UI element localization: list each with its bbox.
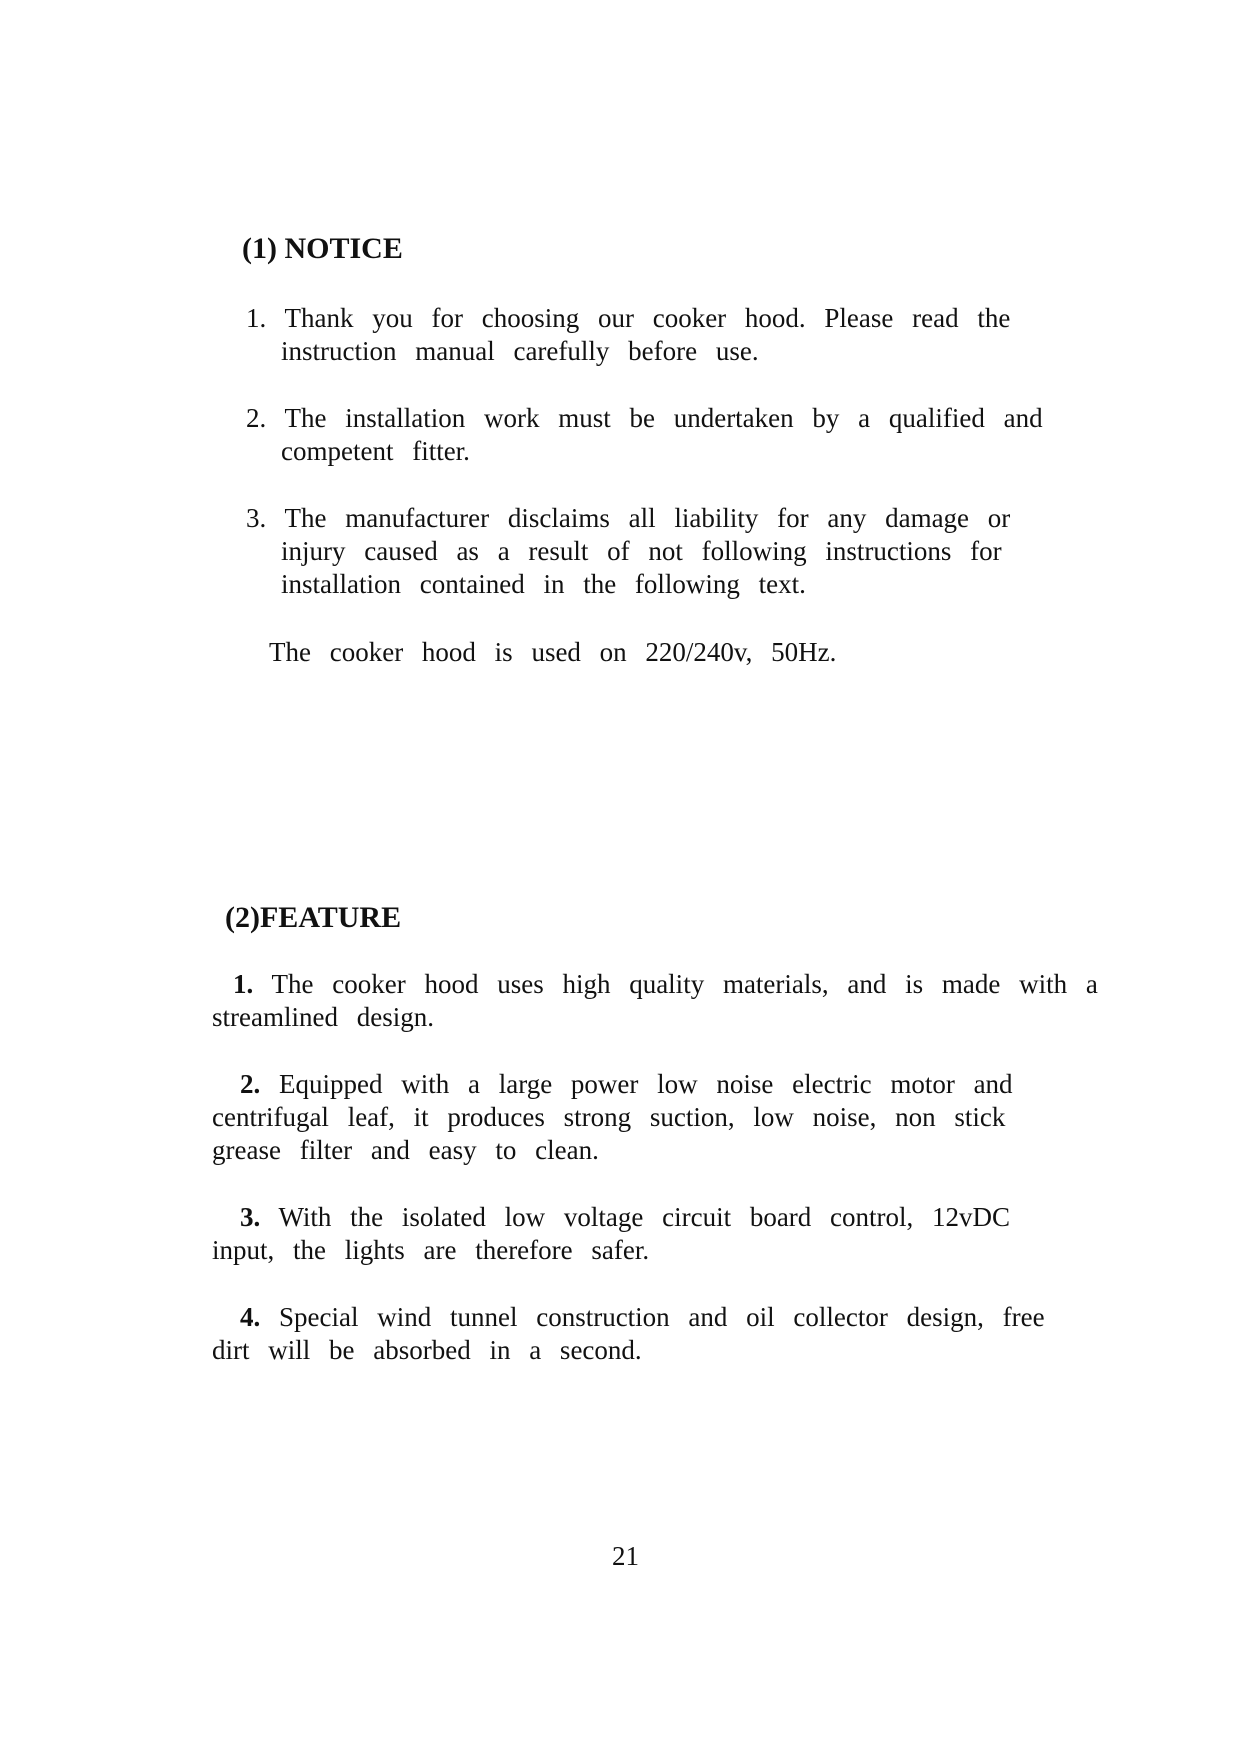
feature-item-4-number: 4. [240,1302,261,1332]
notice-item-1-line-2: instruction manual carefully before use. [281,336,759,366]
feature-item-1 [212,968,1098,1034]
voltage-note: The cooker hood is used on 220/240v, 50Hz. [269,637,837,667]
feature-heading: (2)FEATURE [225,901,402,934]
feature-item-3 [212,1201,1010,1267]
feature-item-2 [212,1068,1013,1167]
notice-item-2-line-2: competent fitter. [281,436,470,466]
notice-item-3-line-2: injury caused as a result of not following instructions for [281,536,1002,566]
feature-item-2-line-3: grease filter and easy to clean. [212,1135,599,1165]
feature-item-2-number: 2. [240,1069,261,1099]
notice-heading: (1) NOTICE [242,232,403,265]
feature-item-2-line-2: centrifugal leaf, it produces strong suction, low noise, non stick [212,1102,1006,1132]
feature-item-1-first-line: The cooker hood uses high quality materials, and is made with a [271,969,1098,999]
feature-item-4-line-2: dirt will be absorbed in a second. [212,1335,642,1365]
feature-item-2-line-1 [212,1068,1013,1101]
feature-item-1-line-2: streamlined design. [212,1002,434,1032]
feature-item-3-line-2: input, the lights are therefore safer. [212,1235,650,1265]
feature-item-4 [212,1301,1045,1367]
feature-item-4-first-line: Special wind tunnel construction and oil collector design, free [279,1302,1045,1332]
feature-item-4-line-1 [212,1301,1045,1334]
notice-item-3-line-3: installation contained in the following text. [281,569,806,599]
notice-item-1-line-1: 1. Thank you for choosing our cooker hood. Please read the [246,303,1011,333]
page-number: 21 [612,1541,639,1571]
feature-item-3-line-1 [212,1201,1010,1234]
feature-item-1-line-1 [212,968,1098,1001]
notice-item-2-line-1: 2. The installation work must be undertaken by a qualified and [246,403,1043,433]
notice-item-3-line-1: 3. The manufacturer disclaims all liability for any damage or [246,503,1011,533]
notice-item-1 [246,302,1010,368]
feature-item-3-number: 3. [240,1202,261,1232]
feature-item-2-first-line: Equipped with a large power low noise electric motor and [279,1069,1013,1099]
feature-item-1-number: 1. [233,969,254,999]
feature-item-3-first-line: With the isolated low voltage circuit board control, 12vDC [278,1202,1011,1232]
notice-item-3 [246,502,1010,601]
notice-item-2 [246,402,1043,468]
